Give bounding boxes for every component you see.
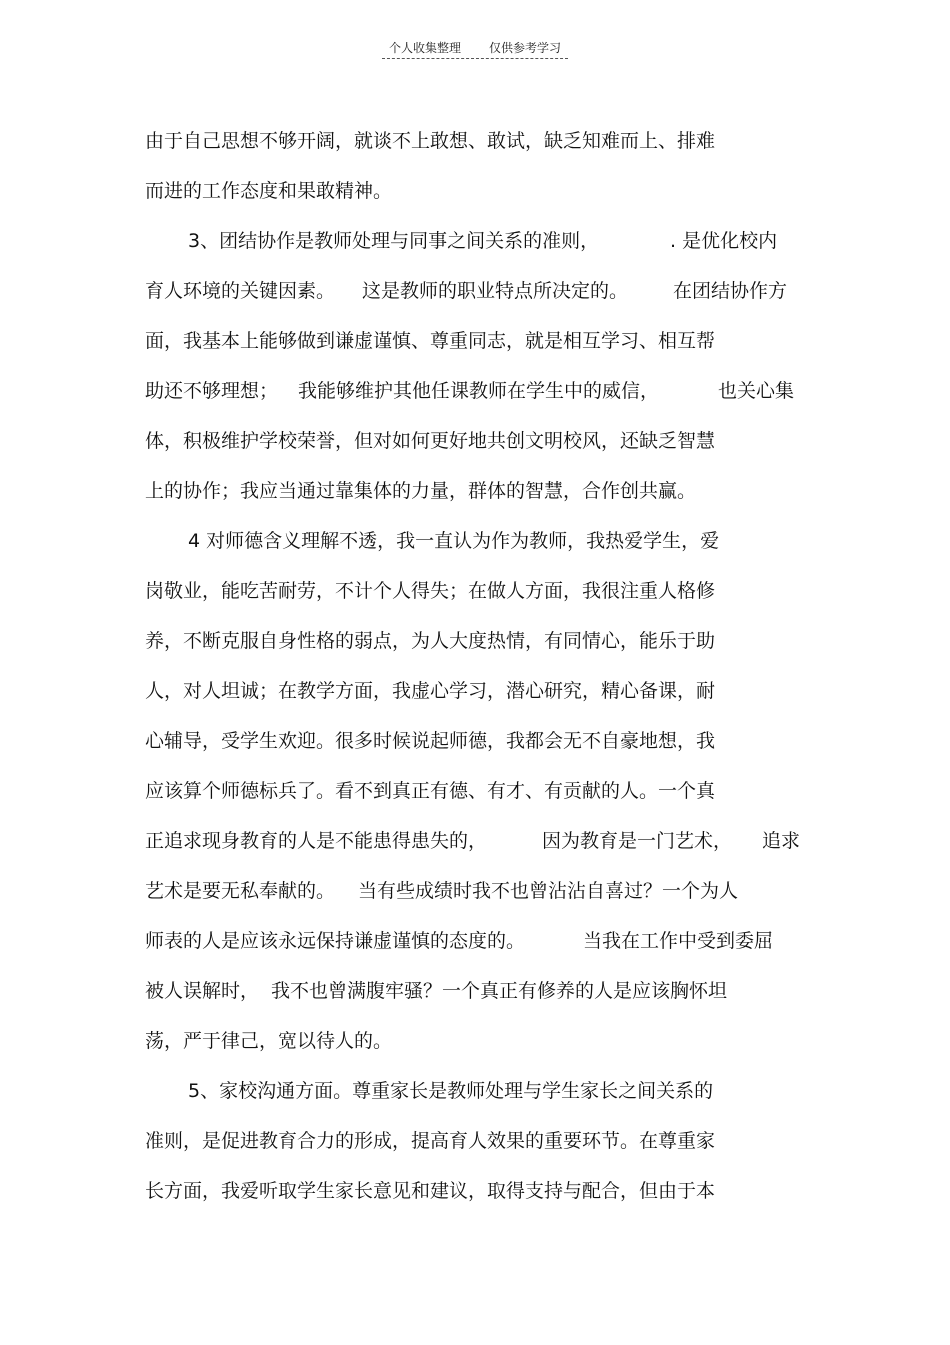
text-line: [0, 526, 950, 556]
text-line: [0, 326, 950, 356]
text-line: [0, 726, 950, 756]
text-line: [0, 126, 950, 156]
text-segment: 由于自己思想不够开阔，就谈不上敢想、敢试，缺乏知难而上、排难: [145, 130, 716, 152]
text-segment: 4 对师德含义理解不透，我一直认为作为教师，我热爱学生，爱: [188, 530, 720, 552]
text-line: [0, 926, 950, 956]
text-segment: 也关心集: [718, 380, 795, 402]
text-line: [0, 1076, 950, 1106]
text-line: [0, 1126, 950, 1156]
text-segment: 岗敬业，能吃苦耐劳，不计个人得失；在做人方面，我很注重人格修: [145, 580, 716, 602]
page-header: [0, 40, 950, 56]
text-segment: 当我在工作中受到委屈: [583, 930, 774, 952]
text-segment: 当有些成绩时我不也曾沾沾自喜过？一个为人: [358, 880, 739, 902]
text-line: [0, 376, 950, 406]
text-segment: 人，对人坦诚；在教学方面，我虚心学习，潜心研究，精心备课，耐: [145, 680, 716, 702]
text-line: [0, 276, 950, 306]
text-segment: . 是优化校内: [670, 230, 778, 252]
text-line: [0, 176, 950, 206]
text-line: [0, 1176, 950, 1206]
header-rule: [382, 58, 568, 59]
text-segment: 而进的工作态度和果敢精神。: [145, 180, 393, 202]
text-segment: 荡，严于律己，宽以待人的。: [145, 1030, 393, 1052]
text-segment: 应该算个师德标兵了。看不到真正有德、有才、有贡献的人。一个真: [145, 780, 716, 802]
text-line: [0, 226, 950, 256]
text-line: [0, 676, 950, 706]
text-line: [0, 826, 950, 856]
text-segment: 5、家校沟通方面。尊重家长是教师处理与学生家长之间关系的: [188, 1080, 714, 1102]
text-segment: 长方面，我爱听取学生家长意见和建议，取得支持与配合，但由于本: [145, 1180, 716, 1202]
header-left-text: 个人收集整理: [388, 41, 461, 55]
text-line: [0, 626, 950, 656]
text-line: [0, 426, 950, 456]
text-line: [0, 776, 950, 806]
text-segment: 助还不够理想；: [145, 380, 279, 402]
text-line: [0, 576, 950, 606]
text-segment: 育人环境的关键因素。: [145, 280, 336, 302]
text-segment: 养，不断克服自身性格的弱点，为人大度热情，有同情心，能乐于助: [145, 630, 716, 652]
text-segment: 体，积极维护学校荣誉，但对如何更好地共创文明校风，还缺乏智慧: [145, 430, 716, 452]
header-right-text: 仅供参考学习: [489, 41, 562, 55]
text-segment: 正追求现身教育的人是不能患得患失的，: [145, 830, 488, 852]
text-segment: 面，我基本上能够做到谦虚谨慎、尊重同志，就是相互学习、相互帮: [145, 330, 716, 352]
text-segment: 这是教师的职业特点所决定的。: [362, 280, 629, 302]
text-segment: 因为教育是一门艺术，: [542, 830, 733, 852]
text-line: [0, 976, 950, 1006]
text-segment: 我不也曾满腹牢骚？一个真正有修养的人是应该胸怀坦: [271, 980, 728, 1002]
text-segment: 被人误解时，: [145, 980, 260, 1002]
text-segment: 艺术是要无私奉献的。: [145, 880, 336, 902]
text-segment: 准则，是促进教育合力的形成，提高育人效果的重要环节。在尊重家: [145, 1130, 716, 1152]
text-segment: 追求: [762, 830, 801, 852]
text-segment: 3、团结协作是教师处理与同事之间关系的准则，: [188, 230, 600, 252]
text-segment: 心辅导，受学生欢迎。很多时候说起师德，我都会无不自豪地想，我: [145, 730, 716, 752]
text-line: [0, 476, 950, 506]
text-segment: 在团结协作方: [673, 280, 788, 302]
text-segment: 师表的人是应该永远保持谦虚谨慎的态度的。: [145, 930, 526, 952]
text-line: [0, 876, 950, 906]
text-segment: 上的协作；我应当通过靠集体的力量，群体的智慧，合作创共赢。: [145, 480, 697, 502]
text-segment: 我能够维护其他任课教师在学生中的威信，: [298, 380, 660, 402]
text-line: [0, 1026, 950, 1056]
